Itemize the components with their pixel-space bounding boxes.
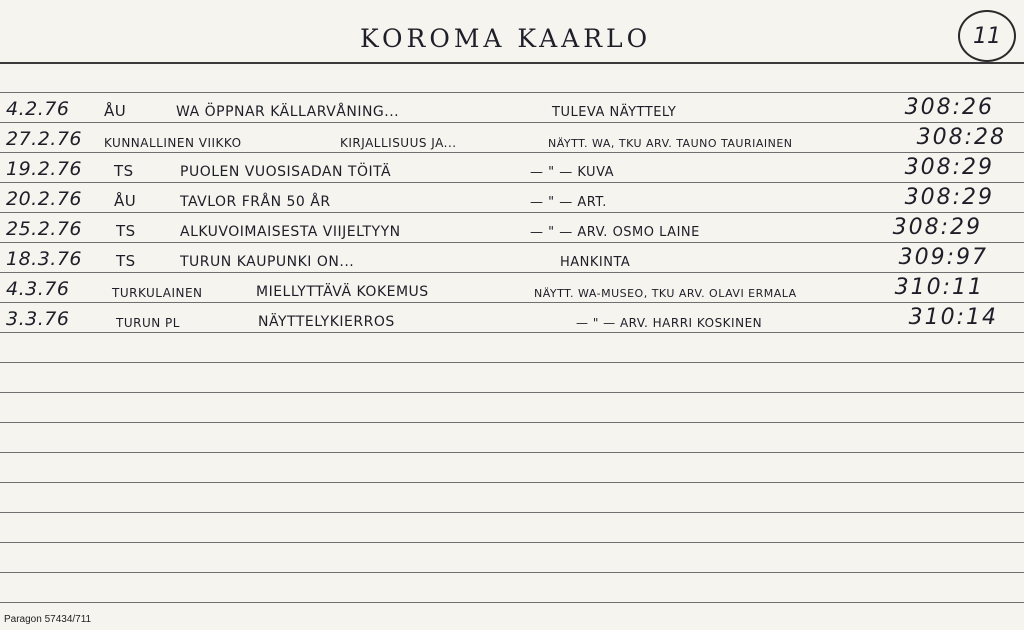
entry-note: — " — ARV. OSMO LAINE bbox=[530, 225, 700, 240]
card-number: 11 bbox=[958, 10, 1016, 62]
entry-source: KUNNALLINEN VIIKKO bbox=[104, 136, 242, 150]
entry-title: MIELLYTTÄVÄ KOKEMUS bbox=[256, 284, 429, 300]
entry-note: — " — ARV. HARRI KOSKINEN bbox=[576, 316, 763, 330]
entry-row bbox=[0, 182, 1024, 212]
entry-date: 27.2.76 bbox=[6, 128, 83, 150]
entry-source: TS bbox=[116, 222, 136, 240]
entry-row bbox=[0, 152, 1024, 182]
entry-title: TURUN KAUPUNKI ON... bbox=[180, 254, 355, 270]
ruled-line bbox=[0, 482, 1024, 483]
entry-date: 4.2.76 bbox=[6, 98, 70, 120]
entry-ref: 309:97 bbox=[898, 245, 988, 270]
entry-date: 19.2.76 bbox=[6, 158, 83, 180]
entry-row bbox=[0, 272, 1024, 302]
ruled-line bbox=[0, 422, 1024, 423]
ruled-line bbox=[0, 602, 1024, 603]
entry-title: NÄYTTELYKIERROS bbox=[258, 314, 395, 330]
entry-title: WA ÖPPNAR KÄLLARVÅNING... bbox=[176, 104, 400, 120]
entry-date: 20.2.76 bbox=[6, 188, 83, 210]
entry-row bbox=[0, 212, 1024, 242]
ruled-line bbox=[0, 332, 1024, 333]
entry-date: 3.3.76 bbox=[6, 308, 70, 330]
entry-note: HANKINTA bbox=[560, 255, 631, 270]
entry-source: TS bbox=[116, 252, 136, 270]
entry-ref: 310:11 bbox=[894, 275, 984, 300]
ruled-line bbox=[0, 512, 1024, 513]
ruled-line bbox=[0, 392, 1024, 393]
card-footer: Paragon 57434/711 bbox=[4, 614, 92, 625]
entry-title: PUOLEN VUOSISADAN TÖITÄ bbox=[180, 164, 392, 180]
entry-ref: 308:28 bbox=[916, 125, 1006, 150]
ruled-line bbox=[0, 362, 1024, 363]
entry-ref: 308:29 bbox=[904, 155, 994, 180]
entry-source: ÅU bbox=[104, 102, 127, 120]
entry-row bbox=[0, 122, 1024, 152]
entry-ref: 308:29 bbox=[904, 185, 994, 210]
entry-title: KIRJALLISUUS JA... bbox=[340, 136, 457, 150]
ruled-line bbox=[0, 452, 1024, 453]
card-title: KOROMA KAARLO bbox=[360, 24, 652, 53]
entry-source: TS bbox=[114, 162, 134, 180]
ruled-line bbox=[0, 572, 1024, 573]
entry-title: TAVLOR FRÅN 50 ÅR bbox=[180, 194, 331, 210]
entry-ref: 308:29 bbox=[892, 215, 982, 240]
entry-source: TURKULAINEN bbox=[112, 286, 203, 300]
header-rule bbox=[0, 62, 1024, 64]
entry-row bbox=[0, 92, 1024, 122]
entry-note: — " — ART. bbox=[530, 195, 607, 210]
entry-note: NÄYTT. WA, TKU ARV. TAUNO TAURIAINEN bbox=[548, 137, 793, 150]
entry-note: NÄYTT. WA-MUSEO, TKU ARV. OLAVI ERMALA bbox=[534, 287, 797, 300]
entry-title: ALKUVOIMAISESTA VIIJELTYYN bbox=[180, 224, 401, 240]
entry-date: 25.2.76 bbox=[6, 218, 83, 240]
entry-row bbox=[0, 242, 1024, 272]
entry-ref: 308:26 bbox=[904, 95, 994, 120]
entry-date: 18.3.76 bbox=[6, 248, 83, 270]
entry-source: ÅU bbox=[114, 192, 137, 210]
entry-ref: 310:14 bbox=[908, 305, 998, 330]
entry-note: TULEVA NÄYTTELY bbox=[552, 105, 677, 120]
entry-source: TURUN PL bbox=[116, 316, 180, 330]
entry-note: — " — KUVA bbox=[530, 165, 615, 180]
ruled-line bbox=[0, 542, 1024, 543]
entry-row bbox=[0, 302, 1024, 332]
entry-date: 4.3.76 bbox=[6, 278, 70, 300]
